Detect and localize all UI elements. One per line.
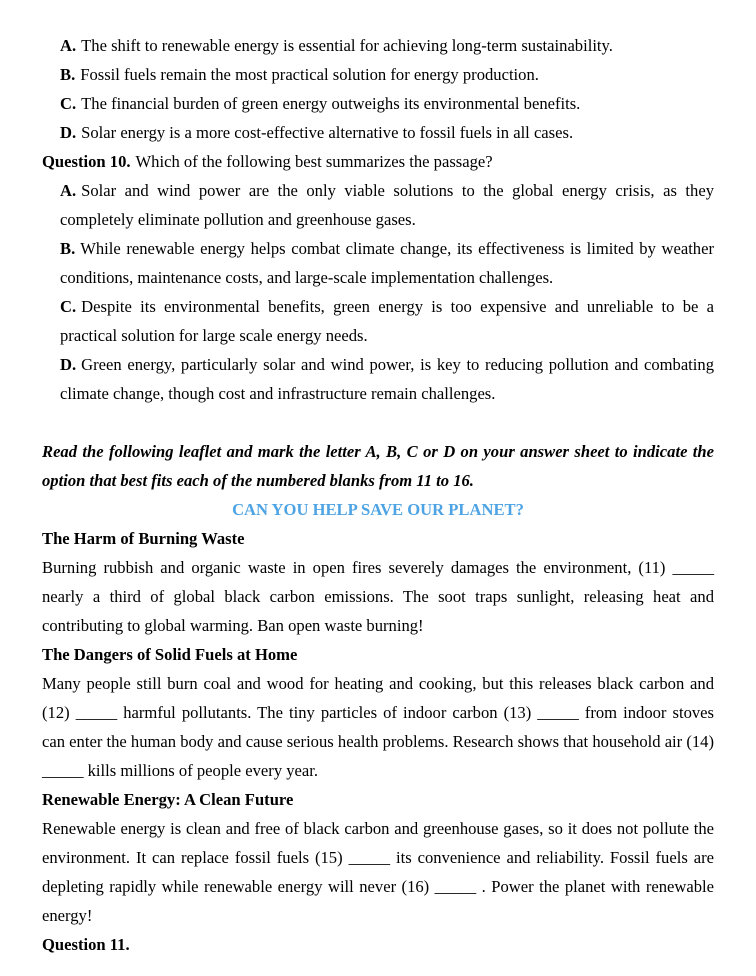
option-label: B. — [60, 65, 76, 84]
blank-line — [42, 408, 714, 437]
question-10-heading — [42, 147, 714, 176]
leaflet-section-body: Renewable energy is clean and free of black carbon and greenhouse gases, so it does not pollute the environment. It can replace fossil fuels (15) _____ its convenience and reliability. Fossil fuels are depleting rapidly while renewable energy will never (16) _____ . Power the planet with renewable energy! — [42, 819, 714, 925]
question-10-text: Which of the following best summarizes the passage? — [135, 152, 493, 171]
section-instructions: Read the following leaflet and mark the letter A, B, C or D on your answer sheet to indicate the option that best fits each of the numbered blanks from 11 to 16. — [42, 442, 714, 490]
option-label: C. — [60, 297, 77, 316]
option-row — [60, 89, 714, 118]
leaflet-section-body: Many people still burn coal and wood for heating and cooking, but this releases black carbon and (12) _____ harmful pollutants. The tiny particles of indoor carbon (13) _____ from indoor stoves can enter the human body and cause serious health problems. Research shows that household air (14) _____ kills millions of people every year. — [42, 674, 714, 780]
option-text: Despite its environmental benefits, green energy is too expensive and unreliable to be a practical solution for large scale energy needs. — [60, 297, 714, 345]
leaflet-title: CAN YOU HELP SAVE OUR PLANET? — [232, 500, 524, 519]
option-row — [60, 60, 714, 89]
option-label: A. — [60, 36, 77, 55]
option-text: Fossil fuels remain the most practical solution for energy production. — [80, 65, 539, 84]
option-text: The financial burden of green energy outweighs its environmental benefits. — [81, 94, 581, 113]
question-9-options — [42, 31, 714, 147]
option-text: Green energy, particularly solar and wind power, is key to reducing pollution and combating climate change, though cost and infrastructure remain challenges. — [60, 355, 714, 403]
leaflet-section-heading: Renewable Energy: A Clean Future — [42, 790, 294, 809]
option-row — [60, 234, 714, 292]
leaflet-section-body: Burning rubbish and organic waste in open fires severely damages the environment, (11) _____ nearly a third of global black carbon emissions. The soot traps sunlight, releasing heat and contributing to global warming. Ban open waste burning! — [42, 558, 714, 635]
option-row — [60, 292, 714, 350]
option-row — [60, 350, 714, 408]
leaflet-section-heading: The Dangers of Solid Fuels at Home — [42, 645, 298, 664]
leaflet-section-heading: The Harm of Burning Waste — [42, 529, 245, 548]
option-row — [60, 31, 714, 60]
question-11-heading: Question 11. — [42, 935, 130, 954]
option-label: B. — [60, 239, 76, 258]
question-10-label: Question 10. — [42, 152, 131, 171]
option-row — [60, 118, 714, 147]
option-label: D. — [60, 123, 77, 142]
option-text: Solar and wind power are the only viable solutions to the global energy crisis, as they completely eliminate pollution and greenhouse gases. — [60, 181, 714, 229]
option-label: C. — [60, 94, 77, 113]
option-text: The shift to renewable energy is essential for achieving long-term sustainability. — [81, 36, 613, 55]
question-10-options — [42, 176, 714, 408]
option-text: Solar energy is a more cost-effective alternative to fossil fuels in all cases. — [81, 123, 574, 142]
option-label: A. — [60, 181, 77, 200]
option-label: D. — [60, 355, 77, 374]
option-text: While renewable energy helps combat climate change, its effectiveness is limited by weather conditions, maintenance costs, and large-scale implementation challenges. — [60, 239, 714, 287]
option-row — [60, 176, 714, 234]
